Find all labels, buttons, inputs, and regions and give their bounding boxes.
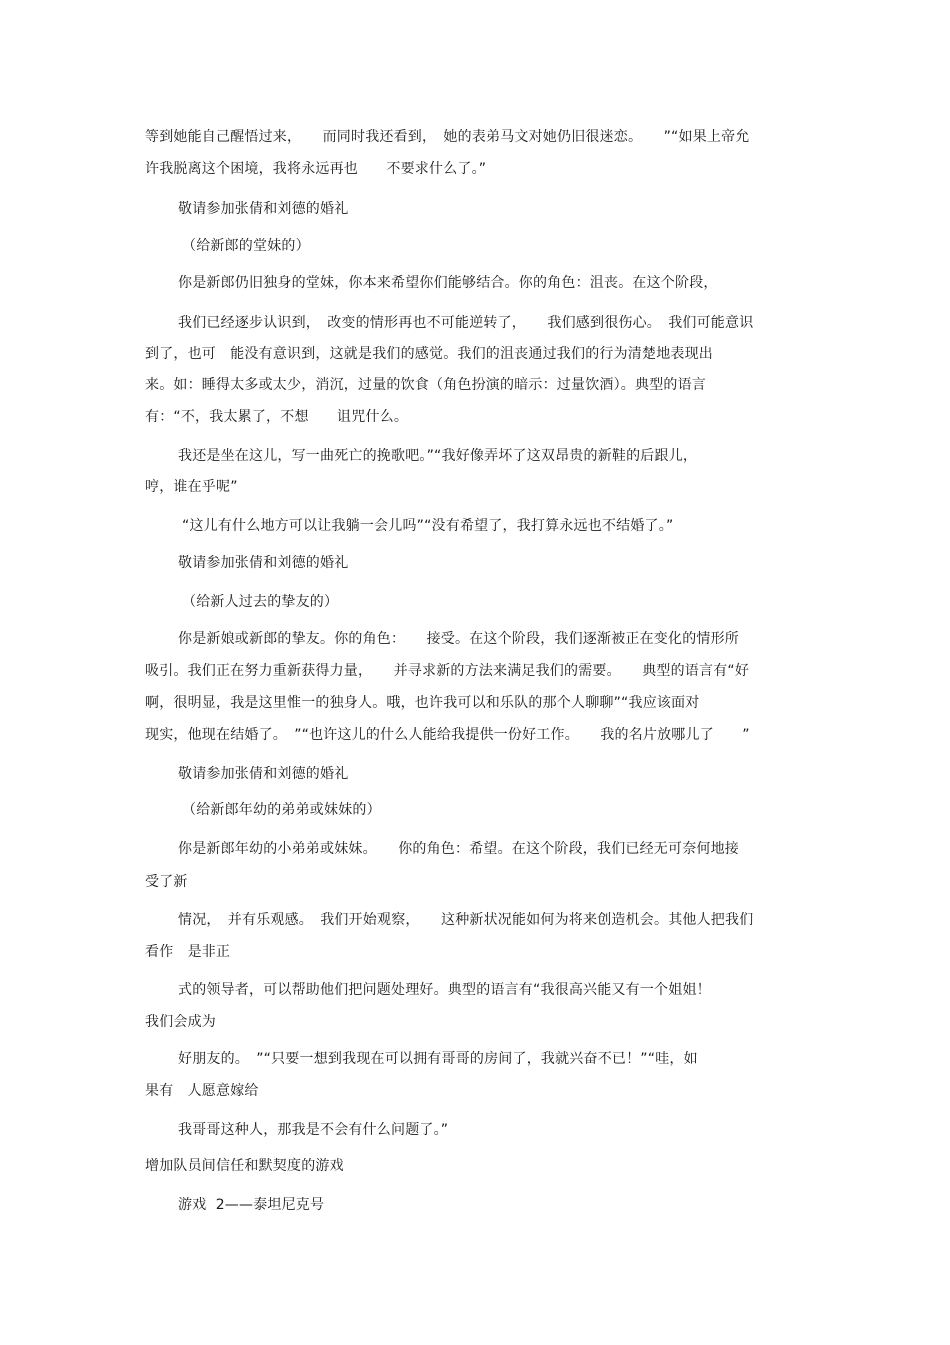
body-text-line: 许我脱离这个困境，我将永远再也 不要求什么了。” [145, 161, 487, 177]
invitation-subtitle: （给新郎年幼的弟弟或妹妹的） [182, 802, 381, 818]
body-text-line: 你是新娘或新郎的挚友。你的角色： 接受。在这个阶段，我们逐渐被正在变化的情形所 [178, 631, 739, 647]
body-text-line: 你是新郎年幼的小弟弟或妹妹。 你的角色：希望。在这个阶段，我们已经无可奈何地接 [178, 841, 739, 857]
body-text-line: 吸引。我们正在努力重新获得力量， 并寻求新的方法来满足我们的需要。 典型的语言有“好 [145, 663, 750, 679]
game-title: 游戏 2——泰坦尼克号 [178, 1197, 325, 1213]
body-text-line: 我哥哥这种人，那我是不会有什么问题了。” [178, 1122, 449, 1138]
body-text-line: 来。如：睡得太多或太少，消沉，过量的饮食（角色扮演的暗示：过量饮酒）。典型的语言 [145, 377, 706, 393]
invitation-heading: 敬请参加张倩和刘德的婚礼 [178, 201, 349, 217]
body-text-line: 有：“不，我太累了，不想 诅咒什么。 [145, 409, 409, 425]
body-text-line: 情况， 并有乐观感。 我们开始观察， 这种新状况能如何为将来创造机会。其他人把我们 [178, 912, 754, 928]
body-text-line: “这儿有什么地方可以让我躺一会儿吗”“没有希望了，我打算永远也不结婚了。” [182, 518, 674, 534]
body-text-line: 好朋友的。 ”“只要一想到我现在可以拥有哥哥的房间了，我就兴奋不已！”“哇，如 [178, 1051, 698, 1067]
body-text-line: 式的领导者，可以帮助他们把问题处理好。典型的语言有“我很高兴能又有一个姐姐！ [178, 982, 711, 998]
body-text-line: 看作 是非正 [145, 944, 231, 960]
invitation-subtitle: （给新人过去的挚友的） [182, 594, 339, 610]
invitation-heading: 敬请参加张倩和刘德的婚礼 [178, 766, 349, 782]
body-text-line: 我还是坐在这儿，写一曲死亡的挽歌吧。”“我好像弄坏了这双昂贵的新鞋的后跟儿， [178, 448, 698, 464]
body-text-line: 我们已经逐步认识到， 改变的情形再也不可能逆转了， 我们感到很伤心。 我们可能意识 [178, 315, 754, 331]
invitation-subtitle: （给新郎的堂妹的） [182, 238, 310, 254]
body-text-line: 哼，谁在乎呢” [145, 479, 238, 495]
body-text-line: 啊，很明显，我是这里惟一的独身人。哦，也许我可以和乐队的那个人聊聊”“我应该面对 [145, 695, 700, 711]
invitation-heading: 敬请参加张倩和刘德的婚礼 [178, 555, 349, 571]
section-heading: 增加队员间信任和默契度的游戏 [145, 1158, 344, 1174]
body-text-line: 现实，他现在结婚了。 ”“也许这儿的什么人能给我提供一份好工作。 我的名片放哪儿了 ” [145, 727, 750, 743]
body-text-line: 到了，也可 能没有意识到，这就是我们的感觉。我们的沮丧通过我们的行为清楚地表现出 [145, 346, 713, 362]
body-text-line: 等到她能自己醒悟过来， 而同时我还看到， 她的表弟马文对她仍旧很迷恋。 ”“如果上帝允 [145, 129, 750, 145]
body-text-line: 我们会成为 [145, 1014, 216, 1030]
body-text-line: 你是新郎仍旧独身的堂妹，你本来希望你们能够结合。你的角色：沮丧。在这个阶段， [178, 275, 718, 291]
body-text-line: 受了新 [145, 874, 188, 890]
body-text-line: 果有 人愿意嫁给 [145, 1083, 259, 1099]
